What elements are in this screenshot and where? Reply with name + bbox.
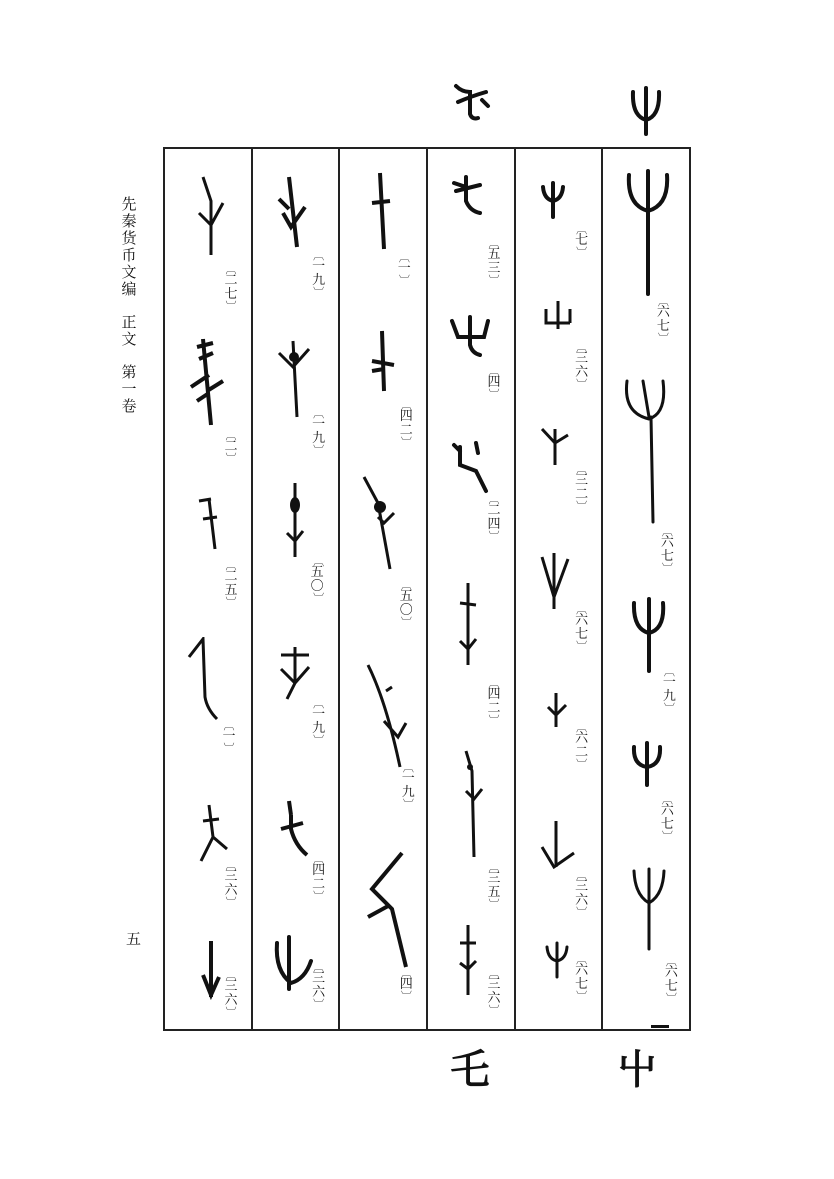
- branch-glyph-icon: [364, 661, 410, 771]
- ref-label: ︹ 一 ︺: [397, 251, 411, 287]
- fork-glyph-icon: [195, 801, 231, 867]
- arrow-glyph-icon: [195, 495, 225, 555]
- ref-label: ︹ 三 六 ︺: [312, 961, 326, 1011]
- book-title-char: 币: [121, 246, 137, 264]
- ref-label: ︹ 二 四 ︺: [487, 493, 501, 543]
- book-title-char: 文: [121, 263, 137, 281]
- ref-label: ︹ 四 ︺: [487, 365, 501, 401]
- glyph-column-4: [338, 149, 426, 1029]
- running-title: [118, 196, 140, 415]
- section-char: 文: [121, 330, 137, 348]
- ref-label: ︹ 二 五 ︺: [224, 559, 238, 609]
- dotted-arrow-glyph-icon: [283, 481, 307, 561]
- ref-label: ︹ 三 六 ︺: [224, 969, 238, 1019]
- ref-label: ︹ 三 二 ︺: [575, 463, 589, 513]
- volume-char: 卷: [121, 397, 137, 415]
- seal-glyph-icon: [450, 439, 490, 495]
- trident-glyph-icon: [542, 939, 572, 979]
- trident-glyph-icon: [629, 739, 665, 789]
- ref-label: ︹ 六 七 ︺: [575, 603, 589, 653]
- ref-label: ︹ 三 五 ︺: [487, 861, 501, 911]
- ref-label: ︹ 一 九 ︺: [312, 249, 326, 299]
- ref-label: ︹ 三 六 ︺: [224, 859, 238, 909]
- rule-mark: [651, 1025, 669, 1028]
- ref-label: ︹ 一 九 ︺: [662, 665, 676, 715]
- trident-glyph-icon: [538, 179, 568, 219]
- book-title: [118, 196, 140, 298]
- fork-glyph-icon: [536, 549, 576, 619]
- ref-label: ︹ 六 七 ︺: [664, 955, 678, 1005]
- tally-glyph-icon: [540, 299, 576, 339]
- arrow-glyph-icon: [199, 939, 223, 1003]
- ref-label: ︹ 四 二 ︺: [312, 853, 326, 903]
- trident-glyph-icon: [623, 169, 673, 299]
- ref-label: ︹ 六 七 ︺: [575, 953, 589, 1003]
- fork-glyph-icon: [536, 817, 580, 877]
- arrow-glyph-icon: [458, 747, 488, 861]
- ref-label: ︹ 二 七 ︺: [224, 263, 238, 313]
- ref-label: ︹ 三 六 ︺: [487, 967, 501, 1017]
- curved-seal-glyph-icon: [448, 78, 494, 124]
- ref-label: ︹ 一 九 ︺: [401, 761, 415, 811]
- volume-char: 一: [121, 380, 137, 398]
- ref-label: ︹ 一 九 ︺: [312, 697, 326, 747]
- trident-seal-glyph-icon: [626, 80, 666, 136]
- section-char: 正: [121, 313, 137, 331]
- ref-label: ︹ 六 七 ︺: [660, 793, 674, 843]
- ref-label: ︹ 六 二 ︺: [575, 721, 589, 771]
- glyph-column-5: [251, 149, 339, 1029]
- ref-label: ︹ 四 ︺: [399, 967, 413, 1003]
- fork-glyph-icon: [277, 643, 313, 703]
- ref-label: ︹ 五 三 ︺: [487, 237, 501, 287]
- book-title-char: 先: [121, 195, 137, 213]
- book-title-char: 编: [121, 280, 137, 298]
- branch-glyph-icon: [362, 849, 412, 969]
- ref-label: ︹ 四 二 ︺: [487, 677, 501, 727]
- arrow-glyph-icon: [368, 329, 398, 395]
- glyph-column-6: [165, 149, 251, 1029]
- tun-modern-glyph: 乇: [450, 1046, 490, 1093]
- dotted-branch-glyph-icon: [275, 337, 315, 423]
- ref-label: ︹ 六 七 ︺: [656, 295, 670, 345]
- book-title-char: 货: [121, 229, 137, 247]
- chuan-modern-glyph: 屮: [617, 1046, 657, 1093]
- branch-glyph-icon: [187, 335, 227, 429]
- arrow-glyph-icon: [544, 691, 574, 731]
- trident-glyph-icon: [629, 867, 669, 953]
- branch-glyph-icon: [275, 173, 311, 253]
- trident-glyph-icon: [629, 595, 669, 675]
- arrow-glyph-icon: [456, 923, 480, 999]
- character-table: [163, 147, 691, 1031]
- fork-glyph-icon: [277, 799, 313, 859]
- branch-glyph-icon: [185, 637, 225, 721]
- ref-label: ︹ 二 ︺: [224, 429, 238, 465]
- glyph-column-1: [601, 149, 689, 1029]
- ref-label: ︹ 一 ︺: [222, 719, 236, 755]
- ref-label: ︹ 一 九 ︺: [312, 407, 326, 457]
- seal-glyph-icon: [450, 173, 490, 217]
- volume-char: 第: [121, 363, 137, 381]
- branch-glyph-icon: [193, 173, 227, 259]
- book-title-char: 秦: [121, 212, 137, 230]
- dotted-branch-glyph-icon: [360, 473, 400, 573]
- ref-label: ︹ 三 六 ︺: [575, 341, 589, 391]
- ref-label: ︹ 三 六 ︺: [575, 869, 589, 919]
- arrow-glyph-icon: [456, 581, 480, 671]
- glyph-column-2: [514, 149, 602, 1029]
- ref-label: ︹ 四 二 ︺: [399, 399, 413, 449]
- page-number: 五: [126, 930, 142, 948]
- ref-label: ︹ 六 七 ︺: [660, 525, 674, 575]
- glyph-column-3: [426, 149, 514, 1029]
- fork-glyph-icon: [538, 425, 572, 469]
- ref-label: ︹ 五〇 ︺: [310, 555, 325, 605]
- trident-glyph-icon: [621, 377, 671, 527]
- arrow-glyph-icon: [368, 171, 394, 253]
- volume-label: [118, 364, 140, 415]
- seal-glyph-icon: [448, 315, 494, 359]
- section-label: [118, 314, 140, 348]
- ref-label: ︹ 七 ︺: [575, 223, 589, 259]
- ref-label: ︹ 五 〇 ︺: [399, 579, 413, 629]
